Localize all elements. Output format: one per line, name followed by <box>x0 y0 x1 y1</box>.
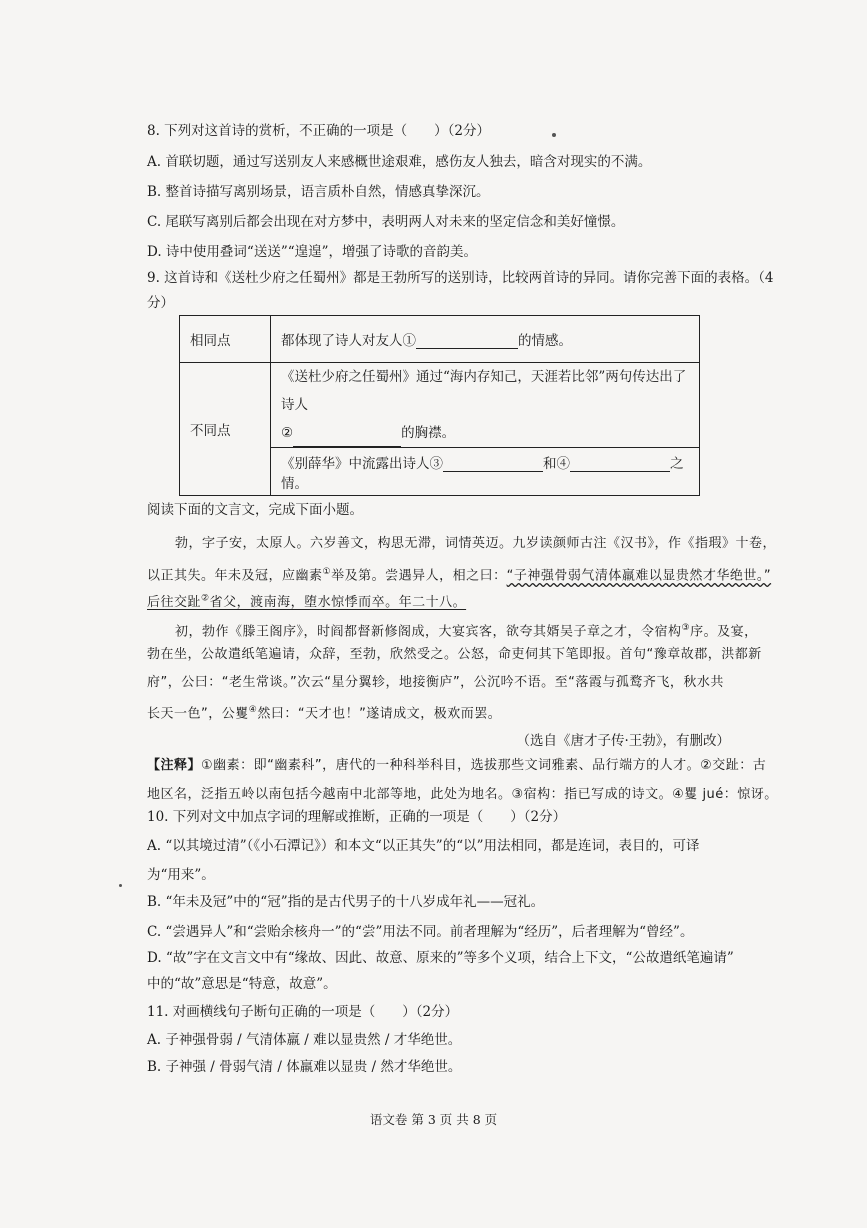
note-mark-1: ① <box>322 567 332 577</box>
underlined-sentence-part1: “子神强骨弱气清体羸难以显贵然才华绝世。” <box>506 568 772 584</box>
diff1-line2 <box>281 419 689 447</box>
diff1-post: 的胸襟。 <box>401 425 456 441</box>
diff-label: 不同点 <box>180 363 271 496</box>
answer-blank-4[interactable] <box>570 457 670 472</box>
p1-l3-b: 省父，渡南海，堕水惊悸而卒。年二十八。 <box>209 595 467 611</box>
underlined-sentence-part2 <box>147 595 466 610</box>
note-mark-2: ② <box>201 594 210 604</box>
q10-option-a-line1: A. “以其境过清”（《小石潭记》）和本文“以正其失”的“以”用法相同，都是连词，表目的，可译 <box>147 838 700 854</box>
page-footer: 语文卷 第 3 页 共 8 页 <box>369 1112 498 1127</box>
note-mark-4: ④ <box>248 705 258 715</box>
q10-option-a-line2: 为“用来”。 <box>147 867 215 883</box>
q8-option-c: C. 尾联写离别后都会出现在对方梦中，表明两人对未来的坚定信念和美好憧憬。 <box>147 214 625 230</box>
p1-l2-a: 以正其失。年未及冠，应幽素 <box>147 568 323 584</box>
answer-blank-3[interactable] <box>443 457 543 472</box>
notes-line2: 地区名，泛指五岭以南包括今越南中北部等地，此处为地名。③宿构：指已写成的诗文。④矍 jué：惊讶。 <box>147 787 778 802</box>
notes-line1 <box>147 757 766 775</box>
same-text-pre: 都体现了诗人对友人① <box>281 333 416 349</box>
passage-p1-line1: 勃，字子安，太原人。六岁善文，构思无滞，词情英迈。九岁读颜师古注《汉书》，作《指瑕》十卷， <box>175 536 777 551</box>
same-cell <box>271 316 700 363</box>
answer-blank-2[interactable] <box>293 432 401 447</box>
q10-option-d-line1: D. “故”字在文言文中有“缘故、因此、故意、原来的”等多个义项，结合上下文，“公故遣纸笔遍请” <box>147 950 734 966</box>
comparison-table <box>179 315 700 496</box>
notes-text-1: ①幽素：即“幽素科”，唐代的一种科举科目，选拔那些文词雅素、品行端方的人才。②交趾：古 <box>201 758 767 773</box>
diff-cell-2 <box>271 448 700 496</box>
q11-stem: 11. 对画横线句子断句正确的一项是（ ）（2分） <box>147 1004 459 1020</box>
reading-intro: 阅读下面的文言文，完成下面小题。 <box>147 502 363 518</box>
q10-option-b: B. “年未及冠”中的“冠”指的是古代男子的十八岁成年礼——冠礼。 <box>147 894 545 910</box>
q9-stem-line2: 分） <box>147 295 174 311</box>
q11-option-b: B. 子神强 / 骨弱气清 / 体羸难以显贵 / 然才华绝世。 <box>147 1059 462 1075</box>
q9-stem-line1: 9. 这首诗和《送杜少府之任蜀州》都是王勃所写的送别诗，比较两首诗的异同。请你完善下面的表格。（4 <box>147 270 774 286</box>
q8-option-a: A. 首联切题，通过写送别友人来感概世途艰难，感伤友人独去，暗含对现实的不满。 <box>147 154 652 170</box>
p1-l2-b: 举及第。尝遇异人，相之曰： <box>331 568 507 584</box>
p2-l1-b: 序。及宴， <box>690 624 758 640</box>
same-text-post: 的情感。 <box>518 333 572 349</box>
passage-p2-line4 <box>147 701 501 723</box>
diff1-line1: 《送杜少府之任蜀州》通过“海内存知己，天涯若比邻”两句传达出了诗人 <box>281 369 687 413</box>
q8-option-d: D. 诗中使用叠词“送送”“遑遑”，增强了诗歌的音韵美。 <box>147 244 478 260</box>
source-citation: （选自《唐才子传·王勃》，有删改） <box>516 733 730 749</box>
diff2-mid: 和④ <box>543 455 570 472</box>
p2-l4-a: 长天一色”，公矍 <box>147 706 249 722</box>
q11-option-a: A. 子神强骨弱 / 气清体羸 / 难以显贵然 / 才华绝世。 <box>147 1032 462 1048</box>
p1-l3-a: 后往交趾 <box>147 595 202 611</box>
p2-l4-b: 然曰：“天才也！”遂请成文，极欢而罢。 <box>257 706 502 722</box>
scan-speck <box>119 884 122 887</box>
passage-p1-line2 <box>147 563 771 585</box>
diff-cell-1 <box>271 363 700 448</box>
q10-stem: 10. 下列对文中加点字词的理解或推断，正确的一项是（ ）（2分） <box>147 809 567 825</box>
diff1-pre: ② <box>281 425 294 441</box>
q10-option-c: C. “尝遇异人”和“尝贻余核舟一”的“尝”用法不同。前者理解为“经历”，后者理解为“曾经”。 <box>147 924 694 940</box>
diff2-post: 之情。 <box>281 455 684 492</box>
table-row-diff-1 <box>180 363 700 448</box>
passage-p2-line1 <box>175 619 758 641</box>
passage-p2-line3: 府”，公曰：“老生常谈。”次云“星分翼轸，地接衡庐”，公沉吟不语。至“落霞与孤鹜齐飞，秋水共 <box>147 675 724 690</box>
passage-p2-line2: 勃在坐，公故遣纸笔遍请，众辞，至勃，欣然受之。公怒，命吏伺其下笔即报。首句“豫章故郡，洪都新 <box>147 647 762 662</box>
passage-p1-line3 <box>147 590 466 612</box>
q8-option-b: B. 整首诗描写离别场景，语言质朴自然，情感真挚深沉。 <box>147 184 490 200</box>
answer-blank-1[interactable] <box>416 334 518 349</box>
diff2-pre: 《别薛华》中流露出诗人③ <box>281 455 443 472</box>
p2-l1-a: 初，勃作《滕王阁序》，时阎都督新修阁成，大宴宾客，欲夸其婿吴子章之才，令宿构 <box>175 624 682 640</box>
q10-option-d-line2: 中的“故”意思是“特意，故意”。 <box>147 976 337 992</box>
table-row-same <box>180 316 700 363</box>
notes-heading: 【注释】 <box>147 758 202 773</box>
q8-stem: 8. 下列对这首诗的赏析，不正确的一项是（ ）（2分） <box>147 123 491 139</box>
note-mark-3: ③ <box>681 623 691 633</box>
same-label: 相同点 <box>180 316 271 363</box>
scan-speck <box>552 133 556 137</box>
